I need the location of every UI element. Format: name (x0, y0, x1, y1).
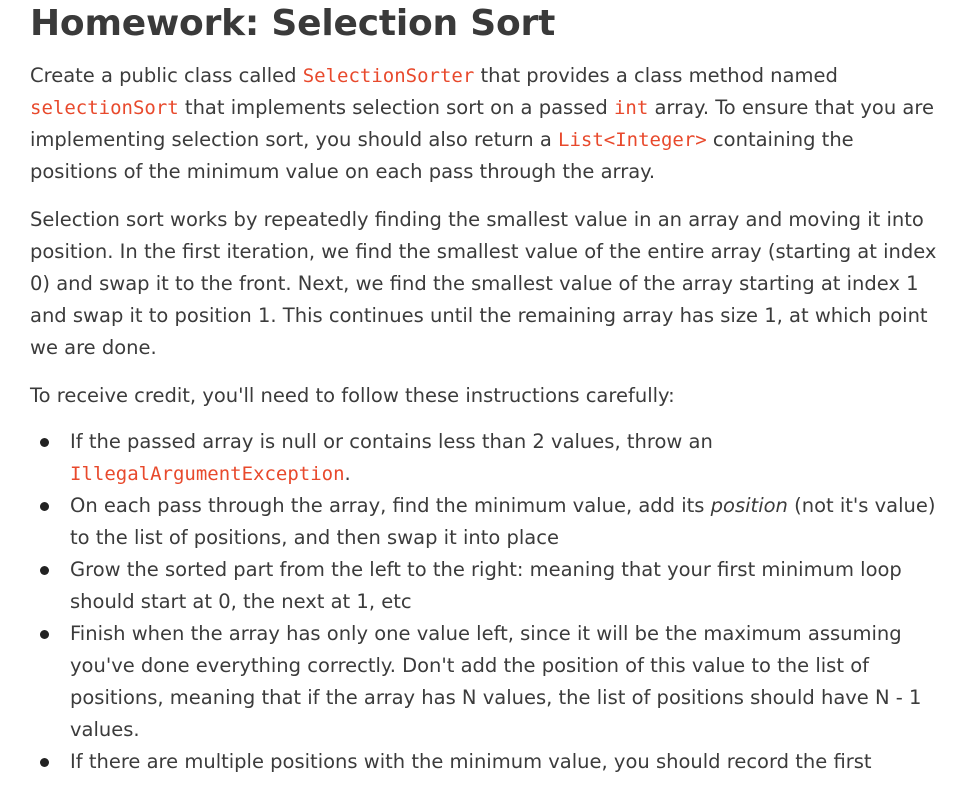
bullet-dot-icon (40, 758, 49, 767)
list-item (30, 554, 942, 618)
bullet-2-text-1: On each pass through the array, find the minimum value, add its (70, 494, 711, 517)
class-name-code: SelectionSorter (302, 65, 475, 87)
bullet-2-emphasis: position (710, 494, 788, 517)
intro-text-4: array. To ensure that you are implementing selection sort, you should also return a (30, 96, 934, 151)
bullet-dot-icon (40, 630, 49, 639)
bullet-dot-icon (40, 566, 49, 575)
bullet-1-text-1: If the passed array is null or contains less than 2 values, throw an (70, 430, 713, 453)
intro-text-5: containing the positions of the minimum value on each pass through the array. (30, 128, 854, 183)
algorithm-paragraph: Selection sort works by repeatedly finding the smallest value in an array and moving it into position. In the first iteration, we find the smallest value of the entire array (starting at index 0) and swap it to the front. Next, we find the smallest value of the array starting at index 1 and swap it to position 1. This continues until the remaining array has size 1, at which point we are done. (30, 208, 937, 359)
homework-document (30, 0, 942, 778)
int-type-code: int (613, 97, 649, 119)
list-item (30, 490, 942, 554)
bullet-5-text: If there are multiple positions with the minimum value, you should record the first (70, 750, 872, 773)
page-title: Homework: Selection Sort (30, 3, 556, 44)
method-name-code: selectionSort (30, 97, 179, 119)
intro-text-3: that implements selection sort on a passed (178, 96, 614, 119)
list-item (30, 746, 942, 778)
intro-text-1: Create a public class called (30, 64, 303, 87)
exception-code: IllegalArgumentException (70, 463, 345, 485)
bullet-1-text-2: . (344, 462, 351, 485)
intro-text-2: that provides a class method named (474, 64, 838, 87)
instructions-lead-paragraph: To receive credit, you'll need to follow these instructions carefully: (30, 384, 675, 407)
bullet-dot-icon (40, 438, 49, 447)
bullet-3-text: Grow the sorted part from the left to the right: meaning that your first minimum loop should start at 0, the next at 1, etc (70, 558, 902, 613)
bullet-4-text: Finish when the array has only one value left, since it will be the maximum assuming you've done everything correctly. Don't add the position of this value to the list of positions, meaning that if the array has N values, the list of positions should have N - 1 values. (70, 622, 922, 741)
intro-paragraph (30, 60, 942, 188)
list-item (30, 618, 942, 746)
instructions-list (30, 426, 942, 778)
bullet-dot-icon (40, 502, 49, 511)
bullet-2-text-2: (not it's value) to the list of positions, and then swap it into place (70, 494, 936, 549)
list-type-code: List<Integer> (558, 129, 707, 151)
list-item (30, 426, 942, 490)
